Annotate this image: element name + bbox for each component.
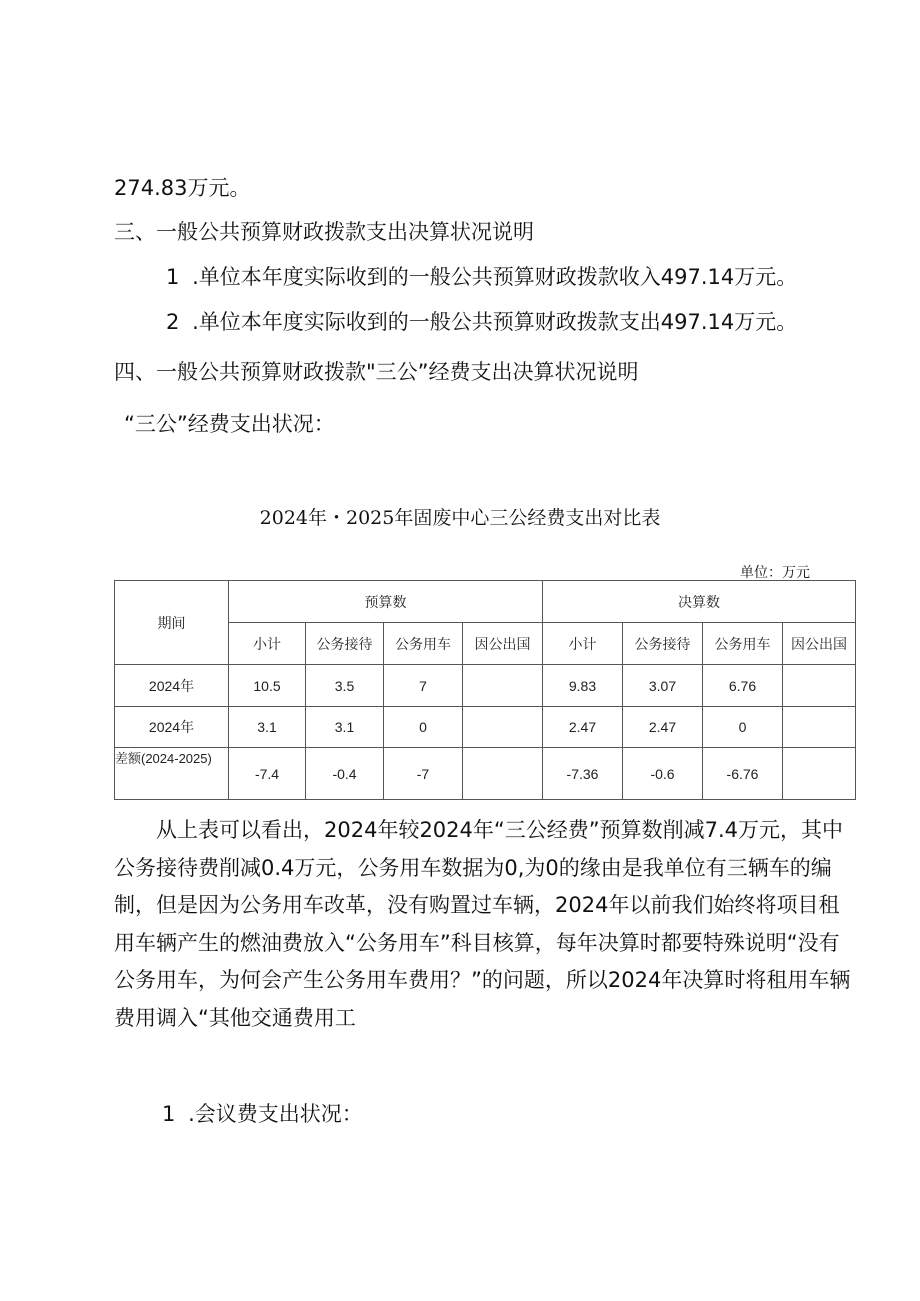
table-row	[115, 707, 856, 748]
table-cell: 3.5	[306, 665, 384, 707]
table-cell: -7	[384, 748, 463, 800]
table-cell	[783, 665, 856, 707]
list-text: .单位本年度实际收到的一般公共预算财政拨款支出497.14万元。	[192, 310, 798, 334]
section-heading-4: 四、一般公共预算财政拨款"三公”经费支出决算状况说明	[114, 360, 639, 384]
table-cell: -6.76	[703, 748, 783, 800]
section-heading-3: 三、一般公共预算财政拨款支出决算状况说明	[114, 220, 534, 244]
table-cell	[783, 748, 856, 800]
table-cell: -0.6	[623, 748, 703, 800]
table-header-row	[115, 581, 856, 623]
table-cell: 3.1	[229, 707, 306, 748]
list-item-2	[166, 308, 797, 336]
table-row	[115, 748, 856, 800]
table-row	[115, 665, 856, 707]
table-cell	[783, 707, 856, 748]
budget-group-header: 预算数	[229, 581, 543, 623]
table-cell: 6.76	[703, 665, 783, 707]
list-number: 1	[162, 1102, 176, 1126]
subheader-cell: 小计	[543, 623, 623, 665]
period-header: 期间	[115, 581, 229, 665]
subheader-cell: 公务接待	[306, 623, 384, 665]
row-label: 差额(2024-2025)	[115, 748, 229, 800]
comparison-table	[114, 580, 856, 800]
table-cell: 9.83	[543, 665, 623, 707]
table-cell: 0	[703, 707, 783, 748]
table-cell: 10.5	[229, 665, 306, 707]
list-item-1	[166, 263, 797, 291]
table-cell: -7.4	[229, 748, 306, 800]
table-cell: 3.07	[623, 665, 703, 707]
list-number: 2	[166, 310, 180, 334]
list-text: .单位本年度实际收到的一般公共预算财政拨款收入497.14万元。	[192, 265, 798, 289]
table-cell	[463, 748, 543, 800]
subheader-cell: 小计	[229, 623, 306, 665]
subheader-cell: 公务用车	[703, 623, 783, 665]
table-cell: -7.36	[543, 748, 623, 800]
table-cell	[463, 707, 543, 748]
sub-heading: “三公”经费支出状况：	[124, 412, 335, 436]
table-cell: 7	[384, 665, 463, 707]
table-title: 2024年・2025年固废中心三公经费支出对比表	[259, 507, 661, 529]
table-cell: 2.47	[623, 707, 703, 748]
table-cell: 3.1	[306, 707, 384, 748]
subheader-cell: 公务用车	[384, 623, 463, 665]
body-paragraph: 从上表可以看出，2024年较2024年“三公经费”预算数削减7.4万元，其中公务接待费削减0.4万元，公务用车数据为0,为0的缘由是我单位有三辆车的编制，但是因为公务用车改革，没有购置过车辆，2024年以前我们始终将项目租用车辆产生的燃油费放入“公务用车”科目核算，每年决算时都要特殊说明“没有公务用车，为何会产生公务用车费用？”的问题，所以2024年决算时将租用车辆费用调入“其他交通费用工	[114, 818, 851, 1030]
table-cell: 0	[384, 707, 463, 748]
list-item-meeting	[162, 1100, 363, 1128]
list-number: 1	[166, 265, 180, 289]
final-group-header: 决算数	[543, 581, 856, 623]
table-cell: 2.47	[543, 707, 623, 748]
list-text: .会议费支出状况：	[188, 1102, 363, 1126]
row-label: 2024年	[115, 707, 229, 748]
table-cell	[463, 665, 543, 707]
subheader-cell: 因公出国	[463, 623, 543, 665]
subheader-cell: 公务接待	[623, 623, 703, 665]
paragraph-amount: 274.83万元。	[114, 176, 251, 200]
table-cell: -0.4	[306, 748, 384, 800]
subheader-cell: 因公出国	[783, 623, 856, 665]
row-label: 2024年	[115, 665, 229, 707]
table-unit: 单位：万元	[740, 565, 810, 581]
